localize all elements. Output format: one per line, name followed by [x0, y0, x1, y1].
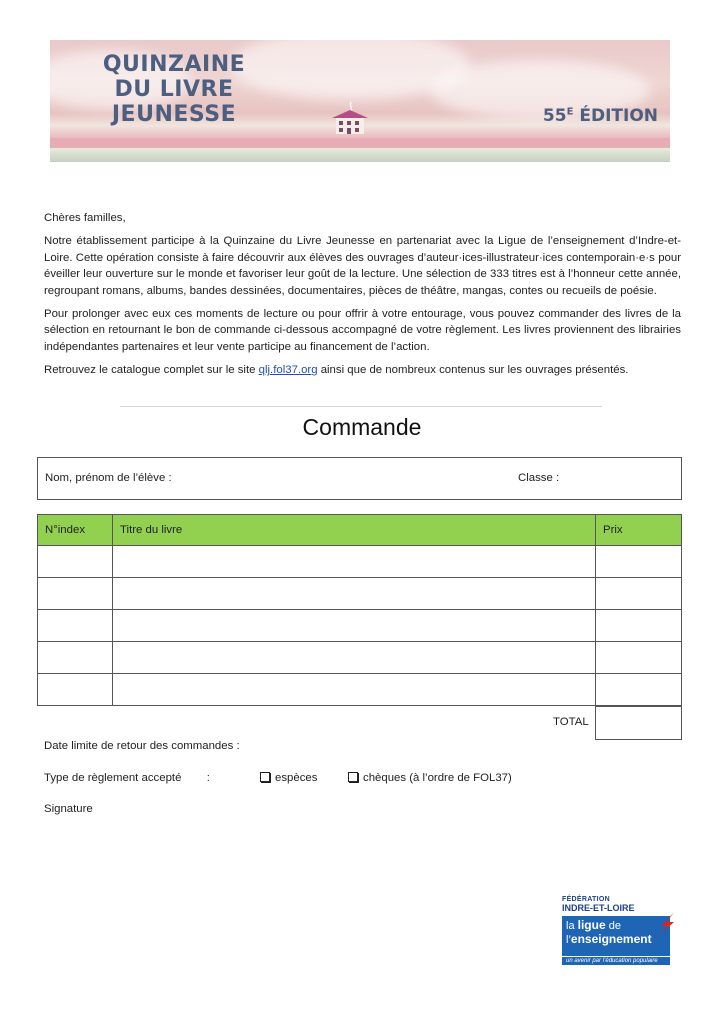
catalog-paragraph — [44, 362, 681, 378]
column-header-index: N°index — [38, 515, 113, 546]
landscape-strip — [50, 138, 670, 148]
logo-brand-text: l’ — [566, 934, 571, 946]
price-cell[interactable] — [596, 610, 682, 642]
total-label: TOTAL — [553, 716, 589, 728]
payment-option-cash[interactable] — [260, 772, 317, 784]
signature-label: Signature — [44, 803, 93, 815]
catalog-link[interactable]: qlj.fol37.org — [258, 364, 318, 377]
catalog-text: Retrouvez le catalogue complet sur le site — [44, 364, 259, 377]
title-cell[interactable] — [113, 674, 596, 706]
ligue-logo — [562, 896, 678, 970]
table-row — [38, 578, 682, 610]
title-cell[interactable] — [113, 642, 596, 674]
logo-brand-text: la — [566, 920, 578, 932]
payment-label: Type de règlement accepté : — [44, 772, 210, 784]
order-table — [37, 514, 682, 706]
page-title: Commande — [302, 414, 422, 440]
payment-option-label: espèces — [275, 772, 318, 784]
logo-brand-text: de — [605, 920, 621, 932]
index-cell[interactable] — [38, 642, 113, 674]
table-row — [38, 610, 682, 642]
logo-region: INDRE-ET-LOIRE — [562, 903, 635, 913]
payment-option-label: chèques (à l’ordre de FOL37) — [363, 772, 512, 784]
title-cell[interactable] — [113, 610, 596, 642]
banner-title-line: JEUNESSE — [111, 102, 237, 127]
total-box[interactable] — [595, 706, 682, 740]
payment-option-cheque[interactable] — [348, 772, 512, 784]
letter-body — [44, 210, 681, 386]
banner-title — [98, 52, 250, 127]
index-cell[interactable] — [38, 610, 113, 642]
table-row — [38, 642, 682, 674]
paragraph: Notre établissement participe à la Quinzaine du Livre Jeunesse en partenariat avec la Ligue de l’enseignement d’Indre-et-Loire. Cette opération consiste à faire découvrir aux élèves des ouvrages d’auteur·ices-illustrateur·ices contemporain·e·s pour éveiller leur ouverture sur le monde et favoriser leur goût de la lecture. Une sélection de 333 titres est à l’honneur cette année, regroupant romans, albums, bandes dessinées, documentaires, pièces de théâtre, mangas, contes ou recueils de poésie. — [44, 235, 681, 297]
index-cell[interactable] — [38, 546, 113, 578]
landscape-strip — [50, 148, 670, 162]
deadline-label: Date limite de retour des commandes : — [44, 740, 240, 752]
class-label: Classe : — [518, 472, 560, 484]
edition-label — [543, 106, 658, 126]
table-header-row — [38, 515, 682, 546]
logo-brand-text: enseignement — [570, 932, 652, 946]
table-row — [38, 546, 682, 578]
header-banner — [50, 40, 670, 162]
logo-brand-box — [562, 916, 670, 956]
edition-word: ÉDITION — [579, 106, 658, 126]
edition-suffix: E — [566, 106, 574, 118]
banner-title-line: DU LIVRE — [114, 77, 234, 102]
column-header-title: Titre du livre — [113, 515, 596, 546]
student-info-box — [37, 457, 682, 500]
divider — [120, 406, 602, 407]
house-icon — [330, 100, 370, 136]
price-cell[interactable] — [596, 674, 682, 706]
index-cell[interactable] — [38, 578, 113, 610]
index-cell[interactable] — [38, 674, 113, 706]
title-cell[interactable] — [113, 578, 596, 610]
checkbox-icon[interactable] — [348, 772, 358, 782]
column-header-price: Prix — [596, 515, 682, 546]
price-cell[interactable] — [596, 578, 682, 610]
title-cell[interactable] — [113, 546, 596, 578]
logo-federation: FÉDÉRATION — [562, 896, 610, 903]
catalog-text: ainsi que de nombreux contenus sur les ouvrages présentés. — [317, 364, 629, 377]
banner-title-line: QUINZAINE — [102, 52, 246, 77]
paragraph: Pour prolonger avec eux ces moments de lecture ou pour offrir à votre entourage, vous pouvez commander des livres de la sélection en retournant le bon de commande ci-dessous accompagné de votre règlement. Les livres proviennent des librairies indépendantes partenaires et leur vente participe au financement de l’action. — [44, 308, 681, 353]
checkbox-icon[interactable] — [260, 772, 270, 782]
price-cell[interactable] — [596, 642, 682, 674]
logo-motto: un avenir par l’éducation populaire — [562, 957, 670, 965]
logo-brand-text: ligue — [577, 918, 606, 932]
price-cell[interactable] — [596, 546, 682, 578]
swoosh-icon — [654, 912, 676, 938]
edition-number: 55 — [542, 106, 567, 126]
student-name-label: Nom, prénom de l’élève : — [45, 472, 172, 484]
table-row — [38, 674, 682, 706]
greeting: Chères familles, — [44, 212, 126, 224]
